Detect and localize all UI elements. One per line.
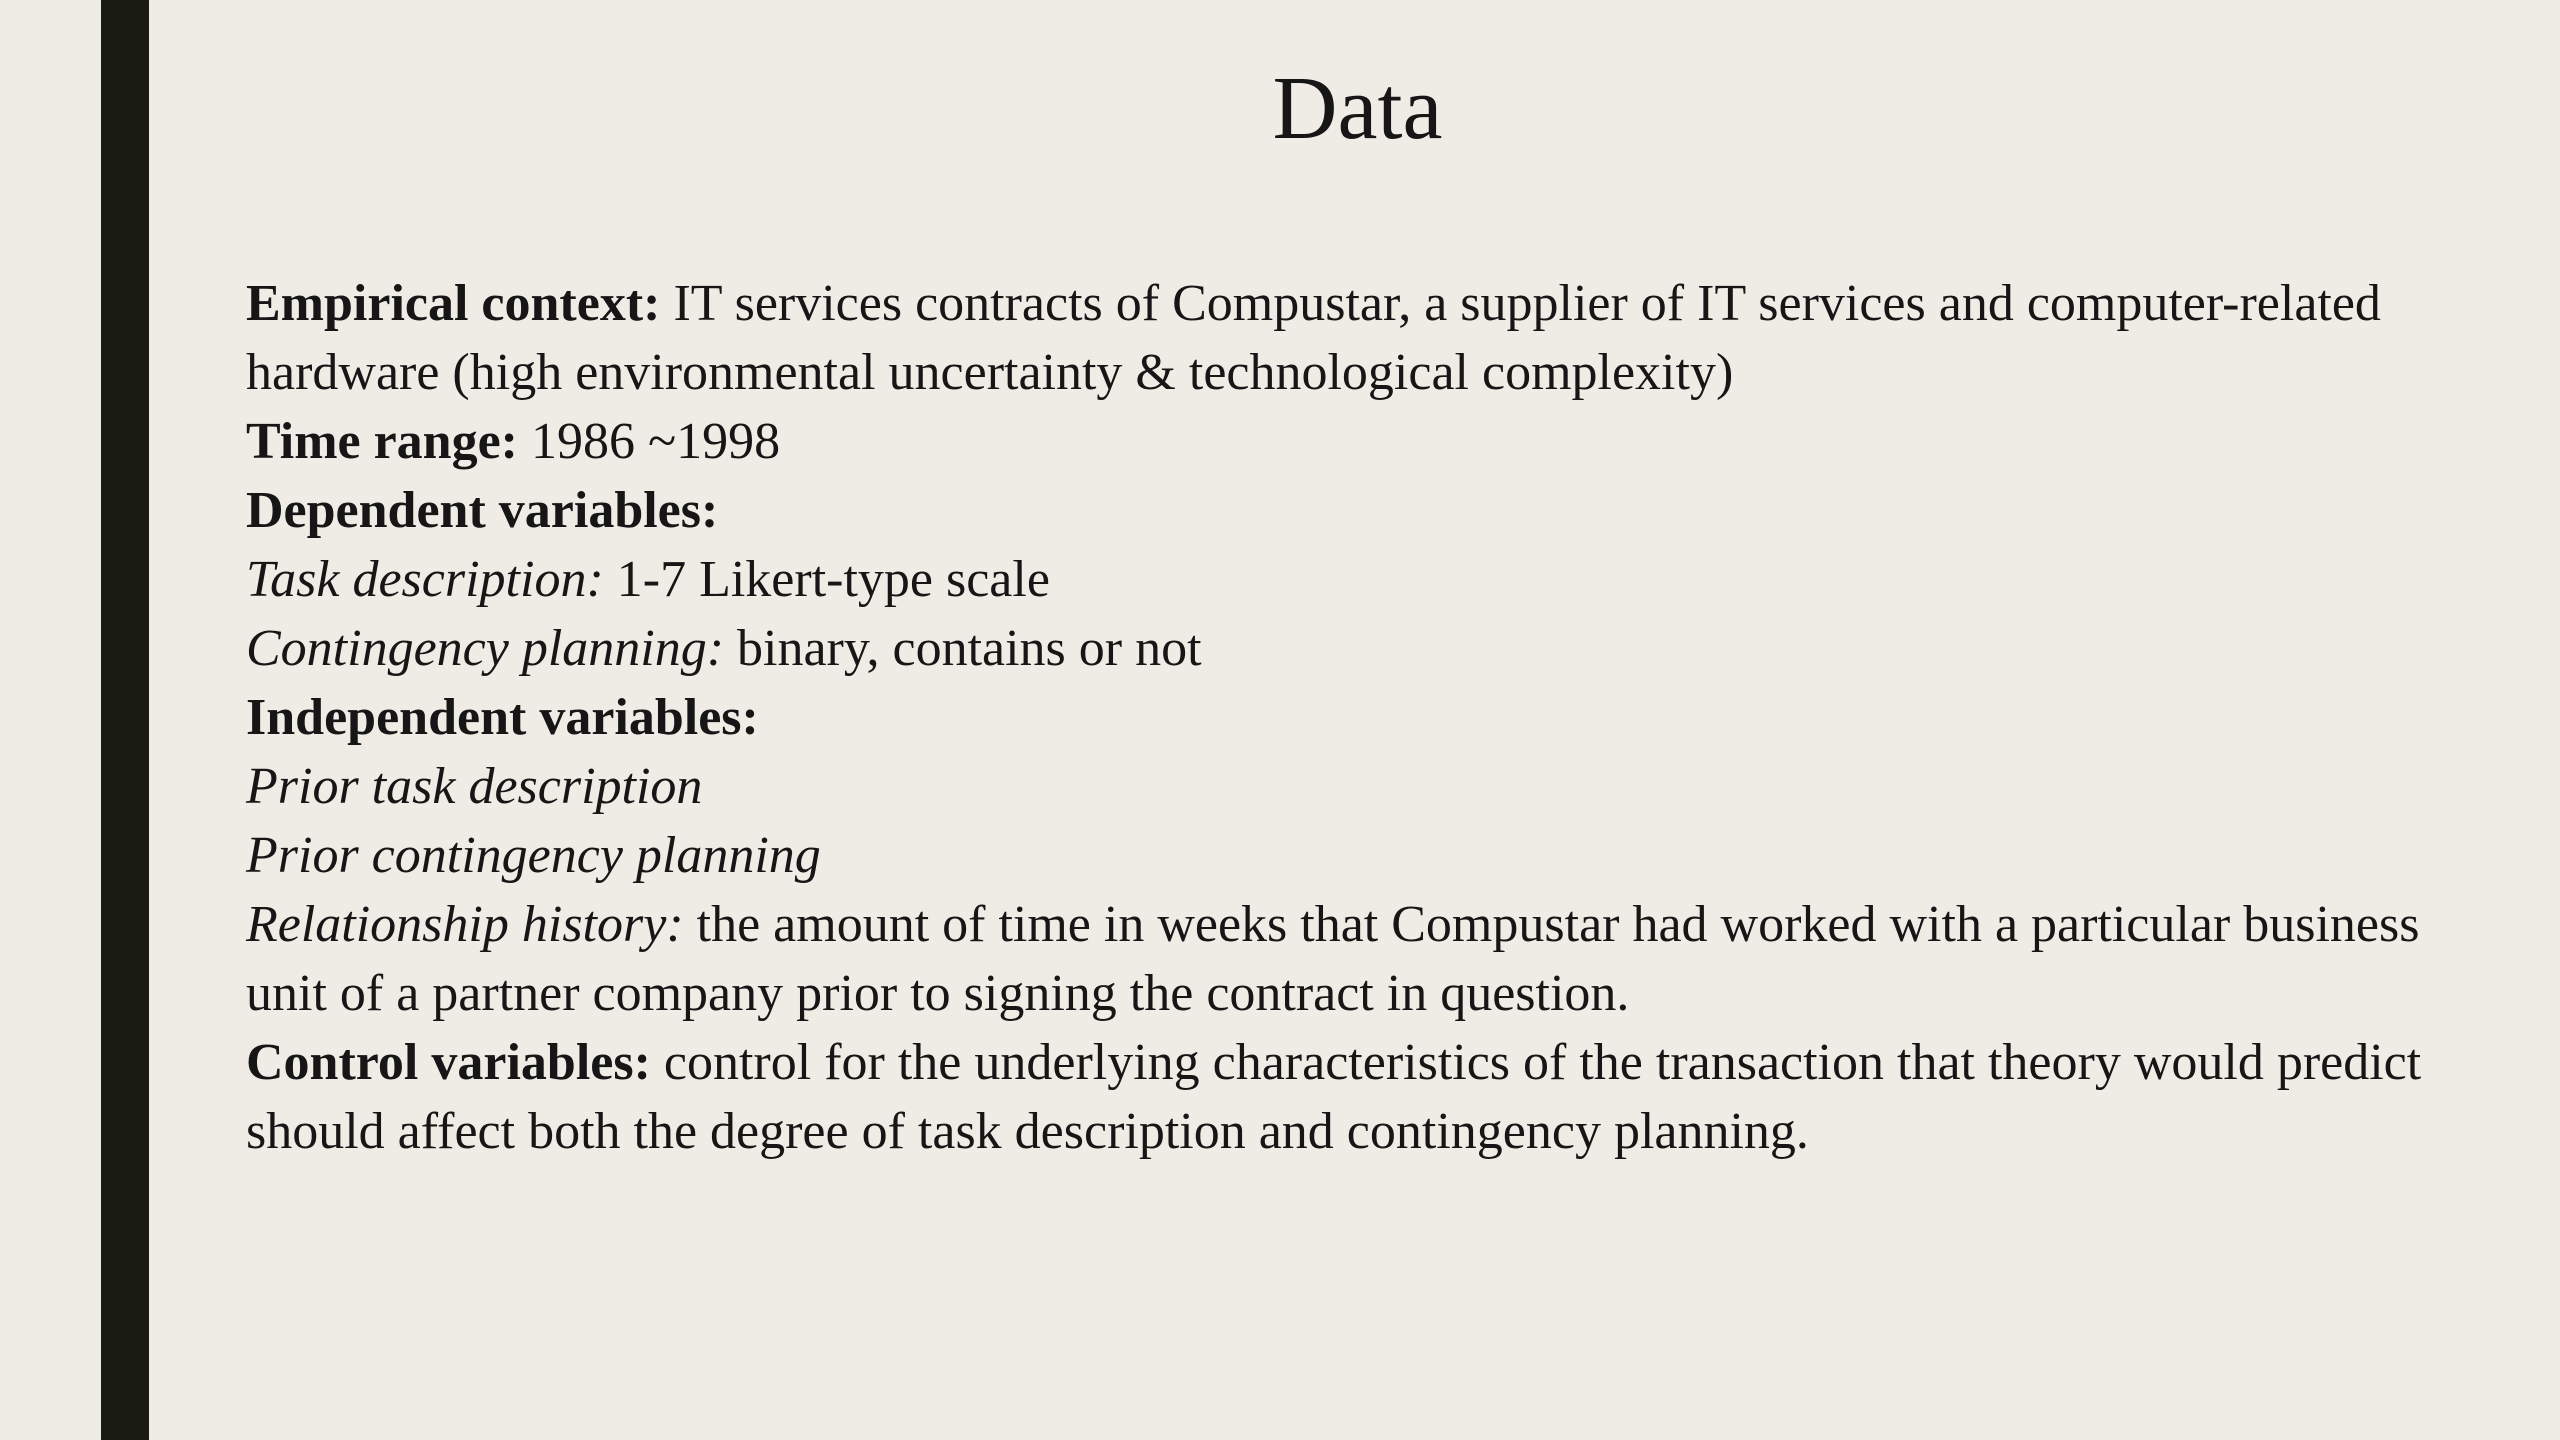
task-description-label: Task description:: [246, 551, 604, 608]
independent-variables-heading: Independent variables:: [246, 689, 759, 746]
empirical-context-label: Empirical context:: [246, 275, 661, 332]
task-description-paragraph: [246, 545, 2426, 614]
control-variables-text: control for the underlying characteristics of the transaction that theory would predict should affect both the degree of task description and contingency planning.: [246, 1034, 2422, 1160]
relationship-history-paragraph: [246, 890, 2426, 1028]
time-range-label: Time range:: [246, 413, 518, 470]
control-variables-paragraph: [246, 1028, 2426, 1166]
dependent-variables-heading: Dependent variables:: [246, 482, 719, 539]
relationship-history-label: Relationship history:: [246, 896, 684, 953]
empirical-context-text: IT services contracts of Compustar, a supplier of IT services and computer-related hardware (high environmental uncertainty & technological complexity): [246, 275, 2381, 401]
prior-contingency-planning: Prior contingency planning: [246, 827, 821, 884]
control-variables-label: Control variables:: [246, 1034, 651, 1091]
prior-task-description: Prior task description: [246, 758, 703, 815]
contingency-planning-paragraph: [246, 614, 2426, 683]
contingency-planning-text: binary, contains or not: [724, 620, 1202, 677]
empirical-context-paragraph: [246, 269, 2426, 407]
left-accent-bar: [101, 0, 149, 1440]
time-range-text: 1986 ~1998: [517, 413, 781, 470]
contingency-planning-label: Contingency planning:: [246, 620, 725, 677]
relationship-history-text: the amount of time in weeks that Compustar had worked with a particular business unit of a partner company prior to signing the contract in question.: [246, 896, 2420, 1022]
slide-title: Data: [1272, 59, 1443, 158]
time-range-paragraph: [246, 407, 2426, 476]
slide-body: [246, 269, 2426, 1166]
task-description-text: 1-7 Likert-type scale: [603, 551, 1050, 608]
